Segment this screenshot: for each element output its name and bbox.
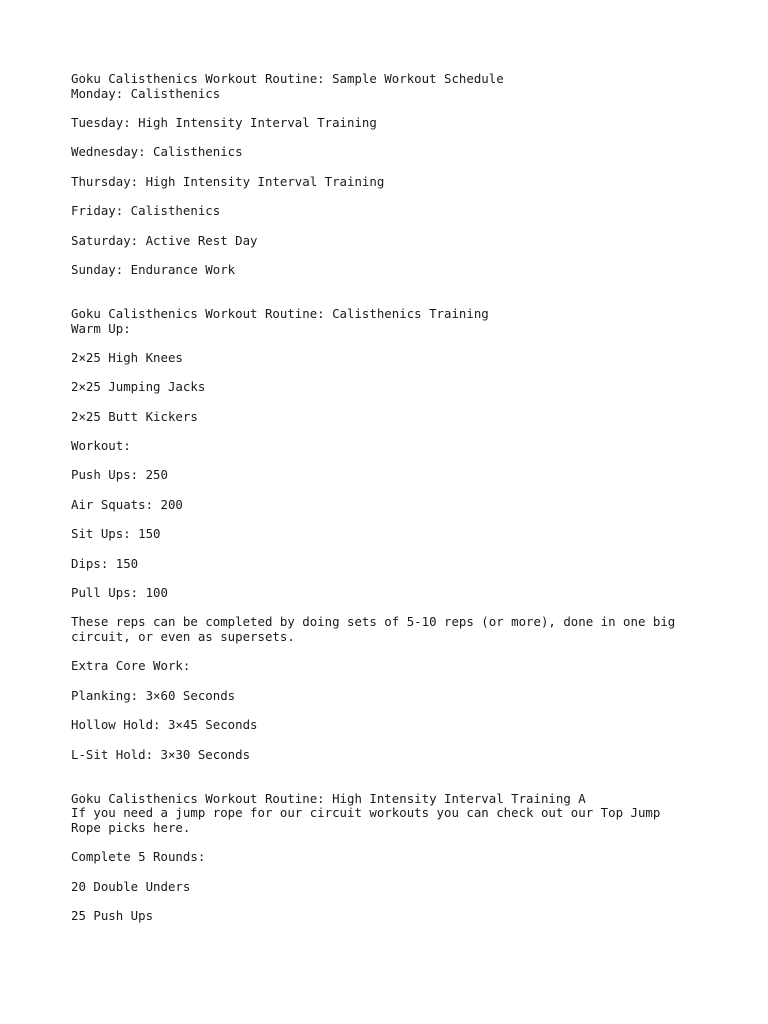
note-text-line-2: circuit, or even as supersets.	[71, 629, 295, 645]
core-work-label: Extra Core Work:	[71, 658, 191, 674]
exercise-item: 2×25 High Knees	[71, 349, 183, 365]
schedule-tuesday: Tuesday: High Intensity Interval Training	[71, 114, 377, 130]
warm-up-label: Warm Up:	[71, 320, 131, 336]
exercise-item: Pull Ups: 100	[71, 585, 168, 601]
exercise-item: 20 Double Unders	[71, 878, 191, 894]
rounds-label: Complete 5 Rounds:	[71, 849, 206, 865]
section-heading: Goku Calisthenics Workout Routine: High Intensity Interval Training A	[71, 790, 586, 806]
schedule-friday: Friday: Calisthenics	[71, 203, 221, 219]
note-text-line-1: These reps can be completed by doing sets of 5-10 reps (or more), done in one big	[71, 614, 676, 630]
exercise-item: Push Ups: 250	[71, 467, 168, 483]
exercise-item: Planking: 3×60 Seconds	[71, 687, 236, 703]
jump-rope-note-line-1: If you need a jump rope for our circuit workouts you can check out our Top Jump	[71, 805, 661, 821]
exercise-item: 25 Push Ups	[71, 907, 154, 923]
document-page	[71, 72, 711, 924]
exercise-item: Sit Ups: 150	[71, 526, 161, 542]
schedule-saturday: Saturday: Active Rest Day	[71, 232, 258, 248]
workout-label: Workout:	[71, 438, 131, 454]
section-heading: Goku Calisthenics Workout Routine: Calisthenics Training	[71, 305, 489, 321]
schedule-sunday: Sunday: Endurance Work	[71, 261, 236, 277]
exercise-item: L-Sit Hold: 3×30 Seconds	[71, 746, 251, 762]
exercise-item: 2×25 Jumping Jacks	[71, 379, 206, 395]
exercise-item: Hollow Hold: 3×45 Seconds	[71, 717, 258, 733]
section-heading: Goku Calisthenics Workout Routine: Sample Workout Schedule	[71, 71, 504, 86]
exercise-item: Air Squats: 200	[71, 496, 183, 512]
exercise-item: Dips: 150	[71, 555, 139, 571]
schedule-wednesday: Wednesday: Calisthenics	[71, 144, 243, 160]
exercise-item: 2×25 Butt Kickers	[71, 408, 198, 424]
jump-rope-note-line-2: Rope picks here.	[71, 819, 191, 835]
schedule-thursday: Thursday: High Intensity Interval Training	[71, 173, 385, 189]
schedule-monday: Monday: Calisthenics	[71, 85, 221, 101]
